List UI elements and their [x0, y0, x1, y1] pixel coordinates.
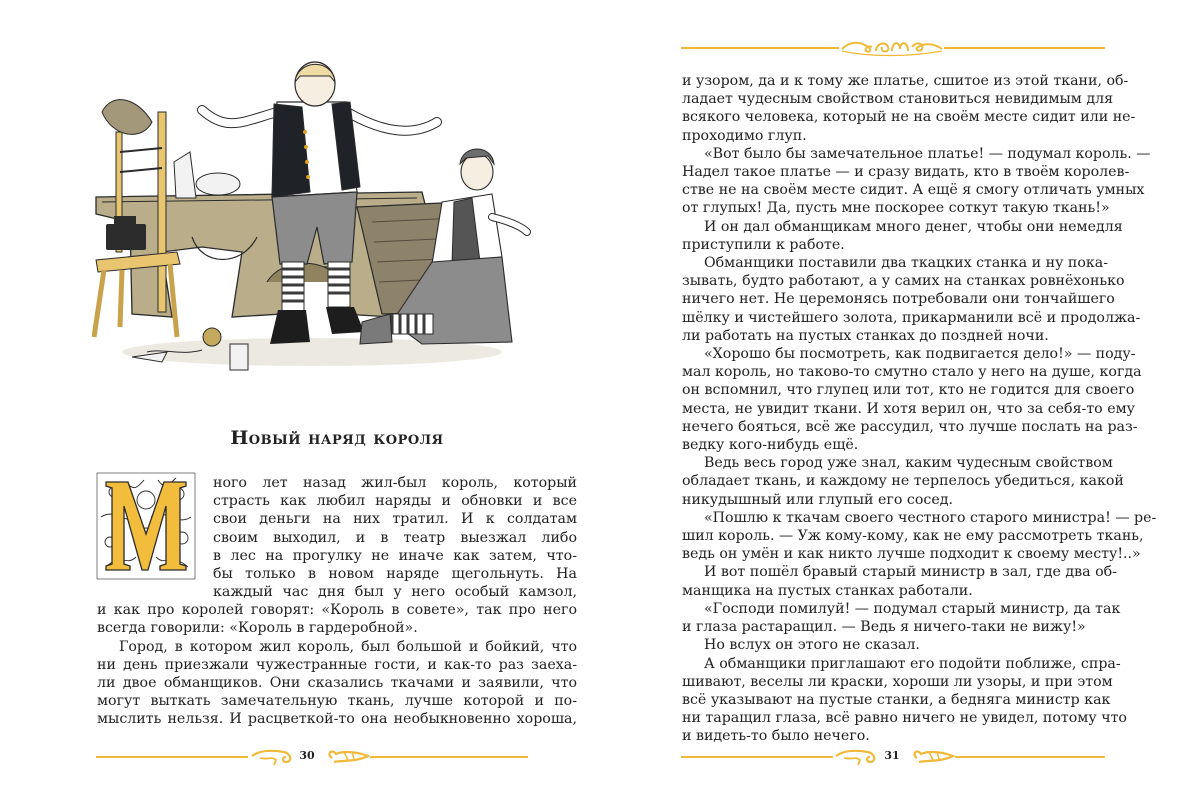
illustration-weavers: [92, 52, 532, 382]
text-line: всегда говорили: «Король в гардеробной».: [97, 620, 418, 637]
text-line: шёлку и чистейшего золота, прикарманили всё и продолжа-: [682, 309, 1141, 326]
text-line: И он дал обманщикам много денег, чтобы они немедля: [704, 218, 1123, 235]
text-line: мыслить нельзя. И расцветкой-то она необыкновенно хороша,: [97, 711, 577, 728]
text-line: ведку кого-нибудь ещё.: [682, 437, 859, 454]
text-line: места, не увидит ткани. И хотя верил он, что за себя-то ему: [682, 400, 1136, 417]
flourish-right-icon: [322, 746, 370, 766]
right-page-body: [682, 72, 1157, 746]
text-line: Обманщики поставили два ткацких станка и ну пока-: [704, 255, 1109, 272]
text-line: «Господи помилуй! — подумал старый министр, да так: [704, 600, 1121, 617]
flourish-left-icon: [250, 746, 294, 766]
text-line: «Пошлю к ткачам своего честного старого министра! — ре-: [704, 509, 1157, 526]
right-page: [600, 0, 1200, 811]
opening-lines: [213, 474, 577, 583]
text-line: страсть как любил наряды и обновки и все: [213, 493, 577, 510]
text-line: мал король, но таково-то смутно стало у него на душе, когда: [682, 364, 1142, 381]
text-line: шил король. — Уж кому-кому, как не ему рассмотреть ткань,: [682, 528, 1144, 545]
text-line: могут выткать замечательную ткань, лучше которой и по-: [97, 693, 577, 710]
text-line: ведь он умён и как никто лучше подходит к своему месту!..»: [682, 546, 1141, 563]
footer-rule-left: [96, 756, 248, 758]
text-line: «Хорошо бы посмотреть, как подвигается дело!» — поду-: [704, 346, 1136, 363]
text-line: в лес на прогулку не иначе как затем, что-: [213, 547, 577, 564]
page-number-right: 31: [884, 749, 900, 762]
text-line: шивают, веселы ли краски, хороши ли узоры, и при этом: [682, 673, 1113, 690]
text-line: А обманщики приглашают его подойти поближе, спра-: [704, 655, 1121, 672]
text-line: и видеть-то было нечего.: [682, 728, 870, 745]
flourish-right-icon: [907, 746, 955, 766]
text-line: бы только в новом наряде щегольнуть. На: [213, 566, 577, 583]
text-line: «Вот было бы замечательное платье! — подумал король. —: [704, 145, 1151, 162]
text-line: и узором, да и к тому же платье, сшитое из этой ткани, об-: [682, 73, 1129, 89]
text-line: никудышный или глупый его сосед.: [682, 491, 953, 508]
text-line: всякого человека, который не на своём месте сидит или не-: [682, 109, 1136, 126]
text-line: приступили к работе.: [682, 236, 845, 253]
text-line: своим выходил, и в театр выезжал либо: [213, 529, 577, 546]
page-number-left: 30: [299, 749, 315, 762]
text-line: стве не на своём месте сидит. А ещё я смогу отличать умных: [682, 182, 1145, 199]
text-line: ни таращил глаза, всё равно ничего не увидел, потому что: [682, 710, 1127, 727]
header-rule-right: [944, 47, 1105, 49]
text-line: ли работать на пустых станках до поздней ночи.: [682, 327, 1049, 344]
text-line: манщика на пустых станках работали.: [682, 582, 973, 599]
text-line: и как про королей говорят: «Король в совете», так про него: [97, 602, 577, 619]
text-line: и глаза растаращил. — Ведь я ничего-таки не вижу!»: [682, 619, 1086, 636]
text-line: от глупых! Да, пусть мне поскорее соткут такую ткань!»: [682, 200, 1110, 217]
text-line: Надел такое платье — и сразу видать, кто в твоём королев-: [682, 164, 1130, 181]
text-line: нечего бояться, всё же рассудил, что лучше послать на раз-: [682, 418, 1138, 435]
left-page-body: [97, 583, 577, 729]
text-line: обладает ткань, и каждому не терпелось убедиться, какой: [682, 473, 1124, 490]
drop-cap-letter-m: [96, 472, 196, 580]
text-line: ничего нет. Не церемонясь потребовали они тончайшего: [682, 291, 1115, 308]
scroll-flourish-icon: [840, 37, 944, 57]
text-line: зывать, будто работают, а у самих на станках ровнёхонько: [682, 273, 1125, 290]
text-line: он вспомнил, что глупец или тот, кто не годится для своего: [682, 382, 1135, 399]
footer-rule-right-part: [955, 756, 1105, 758]
text-line: ладает чудесным свойством становиться невидимым для: [682, 91, 1114, 108]
text-line: всё указывают на пустые станки, а бедняга министр как: [682, 691, 1111, 708]
text-line: каждый час дня был у него особый камзол,: [213, 584, 577, 600]
footer-rule-left: [681, 756, 833, 758]
text-line: ни день приезжали чужестранные гости, и как-то раз заеха-: [97, 656, 577, 673]
text-line: Город, в котором жил король, был большой и бойкий, что: [119, 638, 577, 655]
footer-rule-right-part: [370, 756, 528, 758]
text-line: Но вслух он этого не сказал.: [704, 637, 920, 654]
text-line: ли двое обманщиков. Они сказались ткачами и заявили, что: [97, 675, 577, 692]
flourish-left-icon: [834, 746, 878, 766]
text-line: И вот пошёл бравый старый министр в зал, где два об-: [704, 564, 1117, 581]
text-line: проходимо глуп.: [682, 127, 807, 144]
text-line: ного лет назад жил-был король, который: [213, 475, 577, 491]
text-line: свои деньги на них тратил. И к солдатам: [213, 511, 577, 528]
chapter-title: Новый наряд короля: [230, 427, 444, 449]
text-line: Ведь весь город уже знал, каким чудесным свойством: [704, 455, 1113, 472]
header-rule-left: [681, 47, 839, 49]
